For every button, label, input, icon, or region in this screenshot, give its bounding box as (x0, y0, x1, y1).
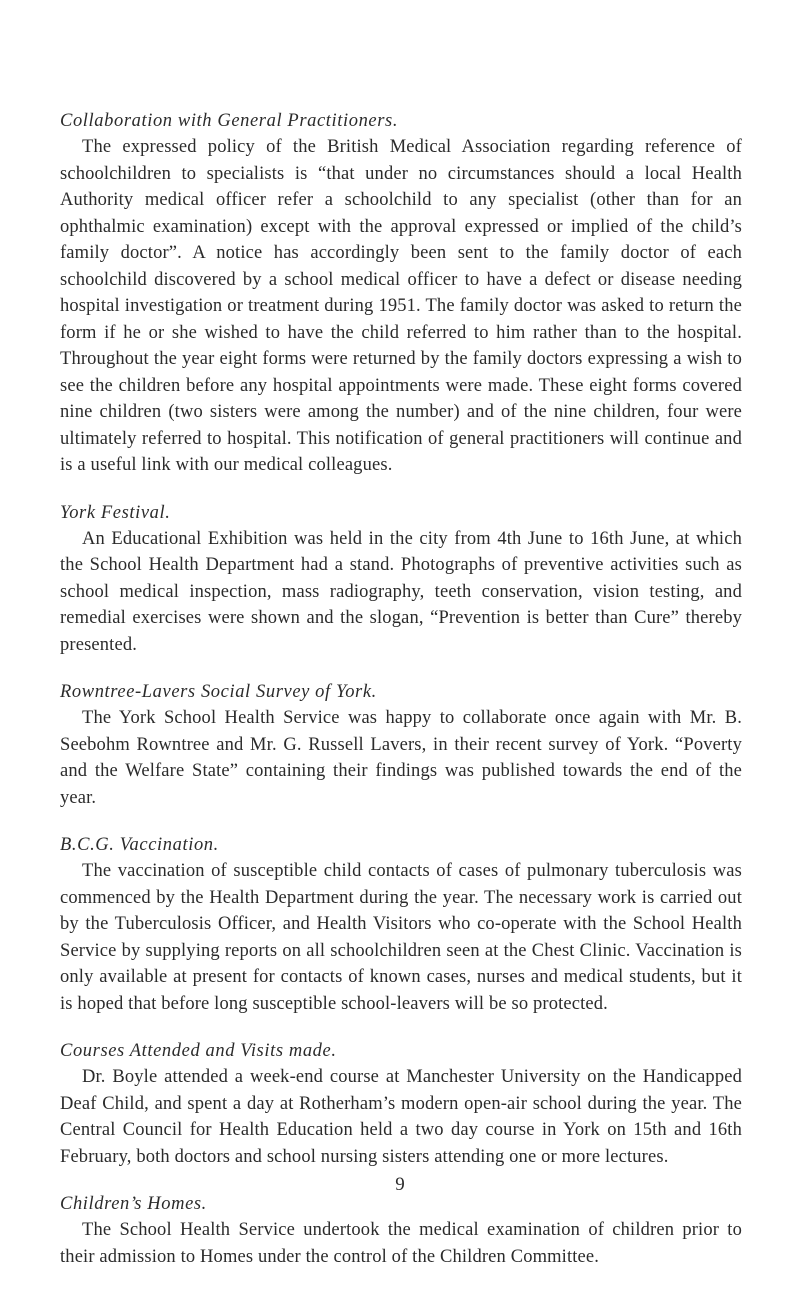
section-york-festival (60, 500, 742, 659)
section-body: Dr. Boyle attended a week-end course at Manchester University on the Handicapped Deaf Child, and spent a day at Rotherham’s modern open-air school during the year. The Central Council for Health Education held a two day course in York on 15th and 16th February, both doctors and school nursing sisters attending one or more lectures. (60, 1067, 742, 1167)
section-body: The School Health Service undertook the medical examination of children prior to their admission to Homes under the control of the Children Committee. (60, 1220, 742, 1267)
section-body: The expressed policy of the British Medical Association regarding reference of schoolchildren to specialists is “that under no circumstances should a local Health Authority medical officer refer a schoolchild to any specialist (other than for an ophthalmic examination) except with the approval expressed or implied of the child’s family doctor”. A notice has accordingly been sent to the family doctor of each schoolchild discovered by a school medical officer to have a defect or disease needing hospital investigation or treatment during 1951. The family doctor was asked to return the form if he or she wished to have the child referred to him rather than to the hospital. Throughout the year eight forms were returned by the family doctors expressing a wish to see the children before any hospital appointments were made. These eight forms covered nine children (two sisters were among the number) and of the nine children, four were ultimately referred to hospital. This notification of general practitioners will continue and is a useful link with our medical colleagues. (60, 137, 742, 475)
section-courses (60, 1038, 742, 1170)
section-body: The vaccination of susceptible child contacts of cases of pulmonary tuberculosis was commenced by the Health Department during the year. The necessary work is carried out by the Tuberculosis Officer, and Health Visitors who co-operate with the School Health Service by supplying reports on all schoolchildren seen at the Chest Clinic. Vaccination is only available at present for contacts of known cases, nurses and medical students, but it is hoped that before long susceptible school-leavers will be so protected. (60, 861, 742, 1014)
section-heading: York Festival. (60, 502, 171, 523)
section-heading: Children’s Homes. (60, 1194, 207, 1214)
page-number: 9 (395, 1174, 405, 1195)
section-heading: Courses Attended and Visits made. (60, 1041, 337, 1061)
document-page (60, 108, 742, 1291)
section-bcg-vaccination (60, 832, 742, 1017)
section-body: The York School Health Service was happy to collaborate once again with Mr. B. Seebohm Rowntree and Mr. G. Russell Lavers, in their recent survey of York. “Poverty and the Welfare State” containing their findings was published towards the end of the year. (60, 708, 742, 808)
section-heading: Rowntree-Lavers Social Survey of York. (60, 682, 377, 702)
section-body: An Educational Exhibition was held in the city from 4th June to 16th June, at which the School Health Department had a stand. Photographs of preventive activities such as school medical inspection, mass radiography, teeth conservation, vision testing, and remedial exercises were shown and the slogan, “Prevention is better than Cure” thereby presented. (60, 528, 742, 655)
section-childrens-homes (60, 1191, 742, 1270)
section-collaboration (60, 108, 742, 479)
section-heading: Collaboration with General Practitioners. (60, 111, 399, 131)
section-social-survey (60, 679, 742, 811)
section-heading: B.C.G. Vaccination. (60, 835, 219, 855)
